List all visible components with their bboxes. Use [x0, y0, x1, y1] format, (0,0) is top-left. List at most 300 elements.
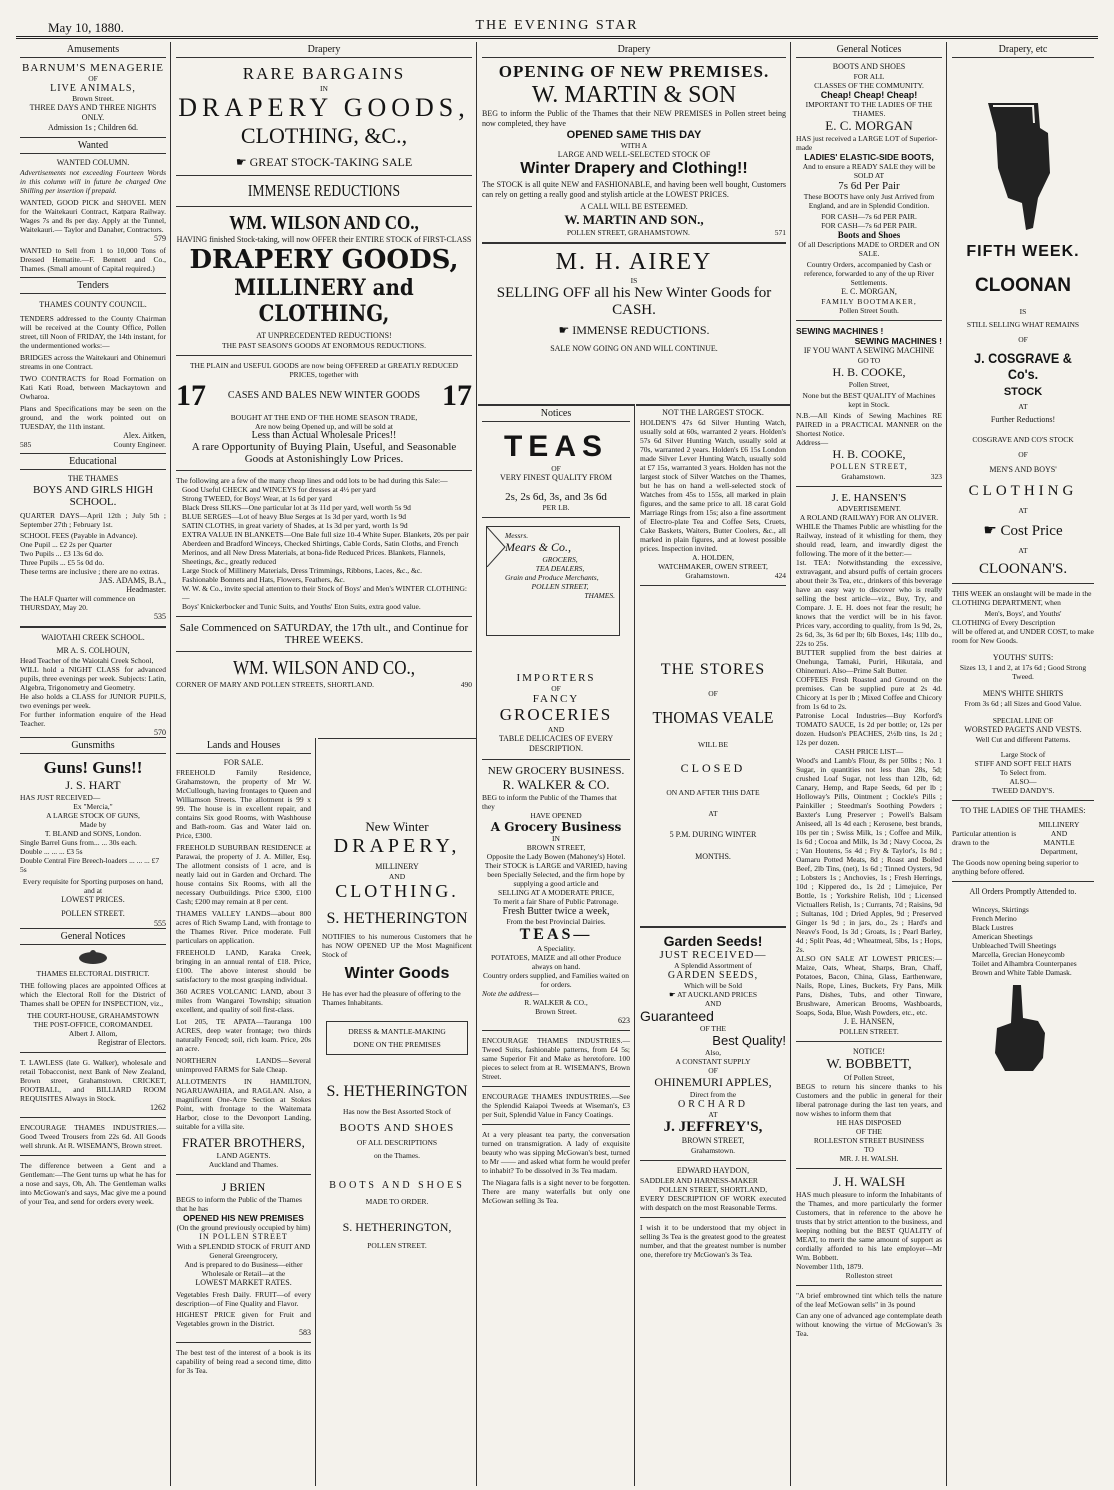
ladies-boots: LADIES' ELASTIC-SIDE BOOTS, [804, 152, 934, 162]
column-4-lower [478, 404, 634, 1486]
walsh-street: Rolleston street [845, 1271, 893, 1280]
martin-street: POLLEN STREET, GRAHAMSTOWN. [566, 228, 690, 237]
ted-signature: Albert J. Allom, [68, 1029, 118, 1038]
drapery-goods-heading-2: DRAPERY GOODS, [189, 245, 459, 275]
section-educational: Educational [20, 453, 166, 470]
column-7 [948, 42, 1098, 1486]
walker-brown: BROWN STREET, [526, 843, 586, 852]
rule [796, 320, 942, 321]
martin-name-2: W. MARTIN AND SON., [564, 212, 704, 227]
rule [640, 1217, 786, 1218]
notice: NOTICE! [853, 1047, 885, 1056]
pointing-hand-up-icon [983, 983, 1063, 1073]
from-3s: From 3s 6d ; all Sizes and Good Value. [964, 699, 1082, 708]
spacer [322, 739, 472, 819]
opened-up: Are now being Opened up, and will be sold at [255, 422, 393, 431]
section-general-notices: General Notices [20, 928, 166, 945]
also-on-sale: ALSO ON SALE AT LOWEST PRICES:— Maize, Oats, Wheat, Sharps, Bran, Chaff, Potatoes, Bacon, China, Glass, Earthenware, Nails, Rope, Lines, Buckets, Fry Pans, Milk Pans, Dishes, Tubs, and other Tinware, Brushware, American Brooms, Washboards, Soaps, Soda, Blue, Wash Powders, etc., etc. [796, 954, 942, 1017]
morgan-name-2: E. C. MORGAN, [841, 287, 897, 296]
cheap-lines-list: Good Useful CHECK and WINCEYS for dresses at 4½ per yard Strong TWEED, for Boys' Wear, at 1s 6d per yard Black Dress SILKS—One particular lot at 3s 11d per yard, well worth 5s 9d BLUE SERGES—Lot of heavy Blue Serges at 1s 3d per yard, worth 1s 9d SATIN CLOTHS, in great variety of Shades, at 1s 3d per yard, worth 1s 9d EXTRA VALUE IN BLANKETS—One Bale full size 10-4 White Super. Blankets, 20s per pair Aberdeen and Bradford Winceys, Checked Shirtings, Cable Cords, Satin Cloths, and French Merinos, and all New Dress Materials, at bona-fide Reduced Prices. Blankets, Flannels, Sheetings, &c., greatly reduced Large Stock of Millinery Materials, Dress Trimmings, Ribbons, Laces, &c., &c. Fashionable Bonnets and Hats, Flowers, Feathers, &c. W. W. & Co., invite special attention to their Stock of Boys' and Men's WINTER CLOTHING:— Boys' Knickerbocker and Tunic Suits, and Youths' Eton Suits, extra good value. [182, 485, 469, 611]
column-5-lower [636, 404, 790, 1486]
wcs-number: 570 [154, 728, 166, 737]
barnum-street: Brown Street. [72, 94, 114, 103]
brien-highest: HIGHEST PRICE given for Fruit and Vegetables grown in the District. [176, 1310, 311, 1328]
guns-street: POLLEN STREET. [61, 909, 125, 918]
martin-address [482, 228, 786, 237]
envelope-card [486, 526, 620, 636]
walker-name: R. WALKER & CO. [502, 777, 610, 792]
importers-of: OF [551, 684, 561, 693]
airey-name: M. H. AIREY [555, 249, 713, 275]
winter-drapery: Winter Drapery and Clothing!! [520, 160, 748, 177]
wcs-junior: He also holds a CLASS for JUNIOR PUPILS, two evenings per week. [20, 692, 166, 710]
tweed-dandys: TWEED DANDY'S. [991, 786, 1055, 795]
haydon-every: EVERY DESCRIPTION OF WORK executed with despatch on the most Reasonable Terms. [640, 1194, 786, 1212]
tcc-number: 585 [20, 440, 32, 449]
school-fee-one: One Pupil ... £2 2s per Quarter [20, 540, 112, 549]
wilson-number: 490 [460, 680, 472, 689]
walker-begs: BEG to inform the Public of the Thames that they [482, 793, 617, 811]
for-all: FOR ALL [853, 72, 885, 81]
ted-role: Registrar of Electors. [97, 1038, 166, 1047]
guns-requisite: Every requisite for Sporting purposes on hand, and at [22, 877, 164, 895]
column-6 [792, 42, 946, 1486]
guns-received: HAS JUST RECEIVED— [20, 793, 101, 802]
school-title-2: BOYS AND GIRLS HIGH SCHOOL. [32, 484, 154, 508]
school-signature: JAS. ADAMS, B.A., [99, 576, 166, 585]
orchard-at: AT [708, 1110, 718, 1119]
remains-of: OF [1018, 335, 1028, 344]
school-number: 535 [154, 612, 166, 621]
stock-at: AT [1018, 402, 1028, 411]
rule [640, 926, 786, 928]
rule [482, 1124, 630, 1125]
hansen-coffees: COFFEES Fresh Roasted and Ground on the premises. Can be supplied pure at 2s 4d. Chicory at 1s per lb ; Mixed Coffee and Chicory from 1s 6d to 2s. [796, 675, 942, 711]
seeds-and: AND [704, 999, 722, 1008]
brien-street: IN POLLEN STREET [199, 1232, 288, 1241]
stores-of: OF [708, 689, 718, 698]
advertisement: ADVERTISEMENT. [837, 504, 901, 513]
cooke-pollen-2: POLLEN STREET, [830, 462, 908, 471]
section-lands-houses: Lands and Houses [176, 738, 311, 754]
brien-lowest: LOWEST MARKET RATES. [195, 1278, 292, 1287]
wilson-corner: CORNER OF MARY AND POLLEN STREETS, SHORTLAND. [176, 680, 375, 689]
section-general-notices-2: General Notices [796, 42, 942, 58]
has-disposed: HE HAS DISPOSED [836, 1118, 902, 1127]
supply-of: OF [708, 1066, 718, 1075]
seventeen-left: 17 [176, 379, 206, 412]
thomas-veale: THOMAS VEALE [652, 708, 774, 727]
millinery-and: AND [1050, 829, 1068, 838]
this-week: THIS WEEK an onslaught will be made in the CLOTHING DEPARTMENT, when [952, 589, 1092, 607]
pointing-hand-icon: ☛ [983, 523, 1001, 539]
section-gunsmiths: Gunsmiths [20, 737, 166, 754]
auckland-thames: Auckland and Thames. [208, 1160, 279, 1169]
wcs-title: WAIOTAHI CREEK SCHOOL. [41, 633, 145, 642]
importers: IMPORTERS [516, 672, 596, 684]
holden-footer [640, 571, 786, 580]
table-delicacies: TABLE DELICACIES OF EVERY DESCRIPTION. [498, 734, 614, 753]
guns-line-3: Double Central Fire Breech-loaders ... ... ... £7 5s [20, 856, 160, 874]
just-received: JUST RECEIVED— [659, 949, 767, 961]
mens-white: MEN'S WHITE SHIRTS [982, 689, 1064, 698]
bobbett-pollen: Of Pollen Street, [843, 1073, 895, 1082]
hansen-name-2: J. E. HANSEN, [843, 1017, 895, 1026]
column-divider [315, 738, 316, 1486]
airey-reductions [482, 323, 786, 338]
column-2-lower [172, 738, 315, 1486]
which-sold: Which will be Sold [683, 981, 743, 990]
rule [176, 470, 472, 471]
cosgrave-stock: COSGRAVE AND CO'S STOCK [972, 435, 1074, 444]
martin-number: 571 [774, 228, 786, 237]
notifies: NOTIFIES to his numerous Customers that he has NOW OPENED UP the Most Magnificent Stock of [322, 932, 472, 959]
fabrics-list: Winceys, Skirtings French Merino Black Lustres American Sheetings Unbleached Twill Sheetings Marcella, Grecian Honeycomb Toilet and Alhambra Counterpanes Brown and White Table Damask. [972, 905, 1077, 977]
stocktaking-text: GREAT STOCK-TAKING SALE [249, 155, 413, 169]
wanted-column-title: WANTED COLUMN. [56, 158, 130, 167]
guns-lowest: LOWEST PRICES. [61, 895, 125, 904]
rule [176, 616, 472, 617]
all-descriptions: Of all Descriptions MADE to ORDER and ON SALE. [798, 240, 940, 258]
rule [20, 1117, 166, 1118]
selling-off: SELLING OFF all his New Winter Goods for CASH. [496, 285, 772, 318]
rule [796, 486, 942, 487]
millinery-row [952, 820, 1094, 856]
ted-place-1: THE COURT-HOUSE, GRAHAMSTOWN [27, 1011, 159, 1020]
merit: To merit a fair Share of Public Patronage. [493, 897, 619, 906]
rule [952, 800, 1094, 801]
encourage-tweed: ENCOURAGE THAMES INDUSTRIES.—Tweed Suits, fashionable patterns, from £4 5s; same Superior Fit and Make as heretofore. 100 pieces to select from at R. WISEMAN'S, Brown Street. [482, 1036, 630, 1081]
niagara: The Niagara falls is a sight never to be forgotten. There are many waterfalls but only one McGowan selling 3s Tea. [482, 1178, 630, 1205]
column-divider [634, 404, 635, 1486]
not-largest: NOT THE LARGEST STOCK. [662, 408, 764, 417]
lawless-number: 1262 [150, 1103, 166, 1112]
brien-greengrocery: General Greengrocery, [209, 1251, 278, 1260]
boots-shoes: BOOTS AND SHOES [339, 1122, 455, 1134]
walker-stock: Their STOCK is LARGE and VARIED, having been Specially Selected, and the firm hope by supplying a good article and [484, 861, 628, 888]
section-amusements: Amusements [20, 42, 166, 58]
drapery-goods-heading: DRAPERY GOODS, [178, 93, 470, 122]
guns-line-2: Double ... ... ... £3 5s [20, 847, 83, 856]
rule [176, 651, 472, 652]
orchard: ORCHARD [678, 1099, 748, 1110]
rule [640, 585, 786, 586]
wish-understood: I wish it to be understood that my object in selling 3s Tea is the greatest good to the greatest number, and that the greatest number is number one, therefore try McGowan's 3s Tea. [640, 1223, 786, 1259]
teas-of: OF [551, 464, 561, 473]
rare-opportunity: A rare Opportunity of Buying Plain, Useful, and Seasonable Goods at Astonishingly Low Prices. [191, 441, 457, 465]
closed: CLOSED [680, 761, 746, 775]
hansen-patronise: Patronise Local Industries—Buy Korford's TOMATO SAUCE, 1s 2d per bottle; or, 12s per dozen. Hudson's PEACHES, 2½lb tins, 1s 2d ; 12s per dozen. [796, 711, 942, 747]
school-fee-three: Three Pupils ... £5 5s 0d do. [20, 558, 105, 567]
rule [20, 626, 166, 628]
best-quality: Best Quality! [712, 1033, 786, 1048]
well-cut: Well Cut and different Patterns. [975, 735, 1071, 744]
rule [20, 1155, 166, 1156]
frater-brothers: FRATER BROTHERS, [182, 1135, 305, 1150]
note-address: Note the address— [482, 989, 539, 998]
karaka-creek: FREEHOLD LAND, Karaka Creek, bringing in an annual rental of £18. Price, £100. The above interest should be satisfactory to the most grasping individual. [176, 948, 311, 984]
rule [796, 1041, 942, 1042]
cooke-number: 323 [930, 472, 942, 481]
new-winter: New Winter [365, 819, 429, 834]
tcc-bridges: BRIDGES across the Waitekauri and Ohinemuri streams in one Contract. [20, 353, 166, 371]
barnum-admission: Admission 1s ; Children 6d. [47, 123, 138, 132]
hansen-tea: 1st. TEA: Notwithstanding the excessive, extravagant, and absurd puffs of certain grocers about their 3s Tea, etc., drinkers of this beverage have an easy way to discover who is really selling the best article—viz., Buy, Try, and Compare. J. E. H. does not fear the result; he knows that the verdict will be in his favor. Prices vary, according to quality, from 1s 9d, 2s, 2s 6d, 3s, 3s 6d per lb; 6lb Boxes, 14s; 11lb do., 22s to 25s. [796, 558, 942, 648]
country-orders: Country Orders, accompanied by Cash or reference, forwarded to any of the up River Settlements. [804, 260, 934, 287]
call-esteemed: A CALL WILL BE ESTEEMED. [580, 202, 688, 211]
rule [176, 1174, 311, 1175]
cost-price-text: Cost Price [1000, 523, 1063, 539]
winter-goods: Winter Goods [344, 965, 450, 982]
encourage-kaiapoi: ENCOURAGE THAMES INDUSTRIES.—See the Splendid Kaiapoi Tweeds at Wiseman's, £3 per Suit, Splendid Value in Fancy Coatings. [482, 1092, 630, 1119]
guns-made: Made by [79, 820, 107, 829]
tcc-footer [20, 440, 166, 449]
past-season: THE PAST SEASON'S GOODS AT ENORMOUS REDUCTIONS. [222, 341, 426, 350]
embrowned: "A brief embrowned tint which tells the nature of the leaf McGowan sells" in 3s pound [796, 1291, 942, 1309]
country-orders: Country orders supplied, and Families waited on for orders. [482, 971, 630, 989]
fifth-week: FIFTH WEEK. [966, 243, 1080, 260]
cash-1: FOR CASH—7s 6d PER PAIR. [821, 212, 917, 221]
encourage-ad: ENCOURAGE THAMES INDUSTRIES.—Good Tweed Trousers from 22s 6d. All Goods well shrunk. At R. WISEMAN'S, Brown street. [20, 1123, 166, 1150]
walsh-text: HAS much pleasure to inform the Inhabitants of the Thames, and more particularly the former Customers, that in reference to the above he trusts that by strict attention to the business, and keeping nothing but the BEST QUALITY of MEAT, to merit the same amount of support as cordially afforded to his late employer—Mr Wm. Bobbett. [796, 1190, 942, 1262]
nb-repaired: N.B.—All Kinds of Sewing Machines RE PAIRED in a PRACTICAL MANNER on the Shortest Notice. [796, 411, 942, 438]
done-on-premises: DONE ON THE PREMISES [353, 1040, 441, 1049]
large-stock: Large Stock of [1000, 750, 1046, 759]
lawless-ad: T. LAWLESS (late G. Walker), wholesale and retail Tobacconist, next Bank of New Zealand, Brown street, Grahamstown. CRICKET, FOOTBALL, and BILLIARD ROOM REQUISITES Always in Stock. [20, 1058, 166, 1103]
airey-is: IS [630, 276, 638, 285]
rule [176, 206, 472, 207]
pointing-hand-down-icon [978, 98, 1068, 233]
particular-attention: Particular attention is drawn to the [952, 829, 1017, 847]
price-list: Wood's and Lamb's Flour, 8s per 50lbs ; No. 1 Sugar, in quantities not less than 28s, 5d; crushed Loaf Sugar, not less than 12lb, 6d; Canary, Hemp, and Rape Seeds, 6d per lb ; Holloway's Pills, Ointment ; Cockle's Pills ; Painkiller ; Steedman's Soothing Powders ; Baxter's Lung Preserver ; Powell's Balsam Aniseed, all 1s 4d each ; Kerosene, best brands, 10s per tin ; Swiss Milk, 1s ; Coffee and Milk, 1s 6d ; Cocoa and Milk, 1s 3d ; Navy Cocoa, 2s ; Van Houtens, 5s 4d ; Fry & Taylor's, 1s 8d ; Oamaru Potted Meats, 8d ; Roast and Boiled Beef, 2lb Tins, (net), 1s 6d ; Tinned Oysters, 9d ; Lobsters 1s ; Anchovies, 1s ; Fresh Herrings, 10d ; Kippered do., 1s 2d ; Limejuice, Per Bottle, 1s ; Yorkshire Relish, 10d ; Licensed Victuallers Relish, 1s ; Currants, 7d ; Raisins, 9d ; Sultanas, 10d ; Dried Apples, 9d ; Preserved Ginger 1s 9d ; in jars, do., 2s ; Hard's and Neave's Food, 1s 3d ; Groats, 1s ; Pearl Barley, 4d ; Split Peas, 4d ; Wheatmeal, 5lbs, 1s ; Hops, 2s. [796, 756, 942, 954]
also: Also, [704, 1048, 722, 1057]
morgan-pollen: Pollen Street South. [839, 306, 899, 315]
per-lb: PER LB. [542, 503, 570, 512]
sale-now-going: SALE NOW GOING ON AND WILL CONTINUE. [550, 344, 718, 353]
large-stock: LARGE AND WELL-SELECTED STOCK OF [557, 150, 711, 159]
guns-stock: A LARGE STOCK OF GUNS, [46, 811, 140, 820]
rule [796, 1285, 942, 1286]
if-you-want: IF YOU WANT A SEWING MACHINE [803, 346, 935, 355]
walker-name-2: R. WALKER & CO., [524, 998, 588, 1007]
grocery-business: A Grocery Business [490, 820, 622, 834]
rule [20, 1052, 166, 1053]
rule [176, 175, 472, 176]
envelope-messrs: Messrs. [505, 531, 529, 540]
freehold-2: FREEHOLD SUBURBAN RESIDENCE at Parawai, the property of J. A. Miller, Esq. The allotment consists of 1 acre, and is neatly laid out in Garden and Orchard. The house contains Six Rooms, with all the necessary Outbuildings. Price £300, £100 Cash; £200 may remain at 8 per cent. [176, 843, 311, 906]
walker-in: IN [552, 834, 560, 843]
hetherington-name-3: S. HETHERINGTON, [342, 1220, 452, 1234]
wcs-head: Head Teacher of the Waiotahi Creek School, [20, 656, 154, 665]
tcc-plans: Plans and Specifications may be seen on the ground, and the work pointed out on TUESDAY, the 11th instant. [20, 404, 166, 431]
unprecedented: AT UNPRECEDENTED REDUCTIONS! [256, 331, 392, 340]
less-than: Less than Actual Wholesale Prices!! [251, 430, 397, 441]
dressmaking-box [326, 1021, 468, 1055]
family-bootmaker: FAMILY BOOTMAKER, [821, 297, 917, 306]
ohinemuri-apples: OHINEMURI APPLES, [654, 1075, 772, 1089]
hamilton-allotments: ALLOTMENTS IN HAMILTON, NGARUAWAHIA, and RAGLAN. Also, a magnificent One-Acre Section at Stokes Point, with frontage to the Waitemata Harbor, close to the Devonport Landing, suitable for a villa site. [176, 1077, 311, 1131]
wilson-drapery-ad [172, 42, 476, 732]
clothing-every: CLOTHING of Every Description [952, 618, 1056, 627]
the-stores: THE STORES [660, 661, 766, 678]
none-but: None but the BEST QUALITY of Machines kept in Stock. [802, 391, 936, 409]
millinery-clothing-heading: MILLINERY and CLOTHING, [234, 275, 414, 327]
on-thames: on the Thames. [374, 1151, 420, 1160]
roland: A ROLAND (RAILWAY) FOR AN OLIVER. [799, 513, 939, 522]
cosgrave: J. COSGRAVE & Co's. [974, 350, 1072, 382]
cash-price-list: CASH PRICE LIST— [834, 747, 904, 756]
martin-airey-ads [478, 42, 790, 404]
rule [482, 1030, 630, 1031]
five-pm: 5 P.M. DURING WINTER [669, 830, 757, 839]
rule [482, 759, 630, 760]
school-title-1: THE THAMES [67, 474, 119, 483]
tea-party: At a very pleasant tea party, the conversation turned on transmigration. A lady of exquisite beauty who was sipping McGowan's best, turned to Mr —— and asked what form he would prefer to inhabit? To be dissolved in 3s Tea madam. [482, 1130, 630, 1175]
price-per-pair: 7s 6d Per Pair [838, 180, 900, 192]
volcanic-land: 360 ACRES VOLCANIC LAND, about 3 miles from Wangarei Township; situation excellent, and quality of soil first-class. [176, 987, 311, 1014]
mens-boys: MEN'S AND BOYS' [989, 465, 1057, 474]
clothing-heading: CLOTHING, &C., [240, 123, 408, 148]
envelope-tea-dealers: TEA DEALERS, [535, 564, 585, 573]
with-a: WITH A [620, 141, 648, 150]
boots-shoes: BOOTS AND SHOES [832, 62, 906, 71]
tcc-two: TWO CONTRACTS for Road Formation on Kati Kati Road, between Mackaytown and Owharoa. [20, 374, 166, 401]
wilson-name: WM. WILSON AND CO., [229, 212, 419, 234]
barnum-animals: LIVE ANIMALS, [50, 83, 136, 94]
guns-line-1: Single Barrel Guns from... ... 30s each. [20, 838, 137, 847]
wanted-ad-1: WANTED, GOOD PICK and SHOVEL MEN for the Waitekauri Contract, Katpara Railway. Wages 7s and 8s per day. Apply at the Tunnel, Waitekauri.— Taylor and Danaher, Contractors. [20, 198, 166, 234]
school-role: Headmaster. [126, 585, 166, 594]
fancy: FANCY [532, 693, 580, 705]
immense-reductions: IMMENSE REDUCTIONS [247, 181, 401, 200]
and: AND [388, 872, 406, 881]
haydon-name: EDWARD HAYDON, [676, 1166, 750, 1175]
sizes: Sizes 13, 1 and 2, at 17s 6d ; Good Strong Tweed. [959, 663, 1087, 681]
wcs-info: For further information enquire of the Head Teacher. [20, 710, 166, 728]
walsh-date: November 11th, 1879. [796, 1262, 864, 1271]
school-fee-two: Two Pupils ... £3 13s 6d do. [20, 549, 104, 558]
bobbett-text: BEGS to return his sincere thanks to his Customers and the public in general for their liberal patronage during the last ten years, and now wishes to inform them that [796, 1082, 942, 1118]
saddler: SADDLER AND HARNESS-MAKER [640, 1176, 758, 1185]
column-divider [946, 42, 947, 1486]
ready-sale: And to ensure a READY SALE they will be SOLD AT [802, 162, 936, 180]
walker-brown-2: Brown Street. [535, 1007, 577, 1016]
te-apata: Lot 205, TE APATA—Tauranga 100 ACRES, deep water frontage; two thirds naturally Fenced; soil, rich loam. Price, 20s an acre. [176, 1017, 311, 1053]
constant-supply: A CONSTANT SUPPLY [675, 1057, 751, 1066]
envelope-thames: THAMES. [584, 591, 615, 600]
spacer [640, 591, 786, 661]
wcs-text: WILL hold a NIGHT CLASS for advanced pupils, three evenings per week. Subjects: Latin, Algebra, Trigonometry and Geometry. [20, 665, 166, 692]
fresh-butter: Fresh Butter twice a week, [502, 906, 610, 917]
brien-occupied: (On the ground previously occupied by him) [176, 1223, 311, 1232]
made-to-order: MADE TO ORDER. [365, 1197, 429, 1206]
cloonan-is: IS [1019, 307, 1027, 316]
millinery: MILLINERY [375, 862, 419, 871]
rule [952, 881, 1094, 882]
very-finest: VERY FINEST QUALITY FROM [500, 473, 612, 482]
cooke-pollen: Pollen Street, [848, 380, 890, 389]
tea-prices: 2s, 2s 6d, 3s, and 3s 6d [505, 491, 607, 503]
will-be: WILL BE [698, 740, 728, 749]
rule [796, 1168, 942, 1169]
to: TO [864, 1145, 874, 1154]
teas-heading: TEAS [503, 430, 608, 463]
selling-moderate: SELLING AT A MODERATE PRICE, [498, 888, 614, 897]
direct-from: Direct from the [689, 1090, 737, 1099]
paper-title: THE EVENING STAR [475, 18, 639, 33]
ted-text: THE following places are appointed Offices at which the Electoral Roll for the District of Thames shall be OPEN for INSPECTION, viz., [20, 981, 166, 1008]
pointing-hand-icon: ☛ [668, 990, 678, 999]
wilson-having: HAVING finished Stock-taking, will now OFFER their ENTIRE STOCK of FIRST-CLASS [176, 235, 472, 244]
groceries-and: AND [547, 725, 565, 734]
department-label: Department, [1040, 847, 1078, 856]
holden-number: 424 [774, 571, 786, 580]
column-divider [790, 42, 791, 1486]
school-fees: SCHOOL FEES (Payable in Advance). [20, 531, 138, 540]
cost-at: AT [1018, 546, 1028, 555]
new-grocery: NEW GROCERY BUSINESS. [487, 765, 625, 777]
ted-title: THAMES ELECTORAL DISTRICT. [36, 969, 150, 978]
envelope-mears: Mears & Co., [505, 540, 571, 554]
further-reductions: Further Reductions! [990, 415, 1056, 424]
cloonans: CLOONAN'S. [978, 561, 1068, 577]
section-notices: Notices [482, 406, 630, 422]
cloonan: CLOONAN [974, 275, 1072, 296]
speciality: A Speciality. [536, 944, 576, 953]
holden-name: A. HOLDEN, [692, 553, 734, 562]
auckland-prices-text: AT AUCKLAND PRICES [677, 990, 758, 999]
walker-opposite: Opposite the Lady Bowen (Mahoney's) Hotel. [486, 852, 626, 861]
boots-arrived: These BOOTS have only Just Arrived from England, and are in Splendid Condition. [803, 192, 935, 210]
address-label: Address— [796, 438, 829, 447]
mantle-label: MANTLE [1043, 838, 1075, 847]
important-ladies: IMPORTANT TO THE LADIES OF THE THAMES. [805, 100, 933, 118]
sewing-machines: SEWING MACHINES ! [796, 326, 884, 336]
school-quarter: QUARTER DAYS—April 12th ; July 5th ; September 27th ; February 1st. [20, 511, 166, 529]
brien-number: 583 [299, 1328, 311, 1337]
millinery-label: MILLINERY [1038, 820, 1080, 829]
auckland-prices [640, 990, 786, 999]
sewing-machines-2: SEWING MACHINES ! [854, 336, 942, 346]
brien-vegetables: Vegetables Fresh Daily. FRUIT—of every description—of Fine Quality and Flavor. [176, 1290, 311, 1308]
jeffrey-name: J. JEFFREY'S, [663, 1119, 763, 1135]
also: ALSO— [1009, 777, 1037, 786]
barnum-of: OF [88, 74, 98, 83]
tcc-signature: Alex. Aitken, [123, 431, 166, 440]
rule [482, 242, 786, 244]
walsh: MR. J. H. WALSH. [839, 1154, 899, 1163]
holden-town: Grahamstown. [685, 571, 730, 580]
seventeen-right: 17 [441, 379, 472, 412]
cooke-town: Grahamstown. [841, 472, 886, 481]
guns-ship: Ex "Mercia," [73, 802, 113, 811]
best-test: The best test of the interest of a book is its capability of being read a second time, ditto for 3s Tea. [176, 1348, 311, 1375]
millinery-block [1024, 820, 1094, 856]
gent-paragraph: The difference between a Gent and a Gentleman:—The Gent turns up what he has for a nose and says, Oh, Ah. The Gentleman walks into McGowan's and says, Mac give me a pound of your Tea, and send for orders every week. [20, 1161, 166, 1206]
northern-lands: NORTHERN LANDS—Several unimproved FARMS for Sale Cheap. [176, 1056, 311, 1074]
cooke-name-2: H. B. COOKE, [832, 447, 906, 461]
wanted-terms: Advertisements not exceeding Fourteen Words in this column will in future be charged One Shilling per insertion if prepaid. [20, 168, 166, 195]
cost-price [952, 521, 1094, 540]
walsh-name: J. H. WALSH [833, 1174, 905, 1189]
rule [482, 517, 630, 518]
seventeen-cases-row [176, 379, 472, 413]
envelope-flap-icon [487, 527, 507, 567]
potatoes: POTATOES, MAIZE and all other Produce always on hand. [490, 953, 622, 971]
plain-goods: THE PLAIN and USEFUL GOODS are now being OFFERED at GREATLY REDUCED PRICES, together with [189, 361, 459, 379]
freehold-1: FREEHOLD Family Residence, Grahamstown, the property of Mr W. McCullough, having frontages to Queen and Williamson Streets. The allotment is 99 x 99. The house is in excellent repair, and contains Six good Rooms, with Washhouse and Bath-room. Gas and Water laid on. Price, £300. [176, 768, 311, 840]
brien-prepared: And is prepared to do Business—either Wholesale or Retail—at the [184, 1260, 303, 1278]
